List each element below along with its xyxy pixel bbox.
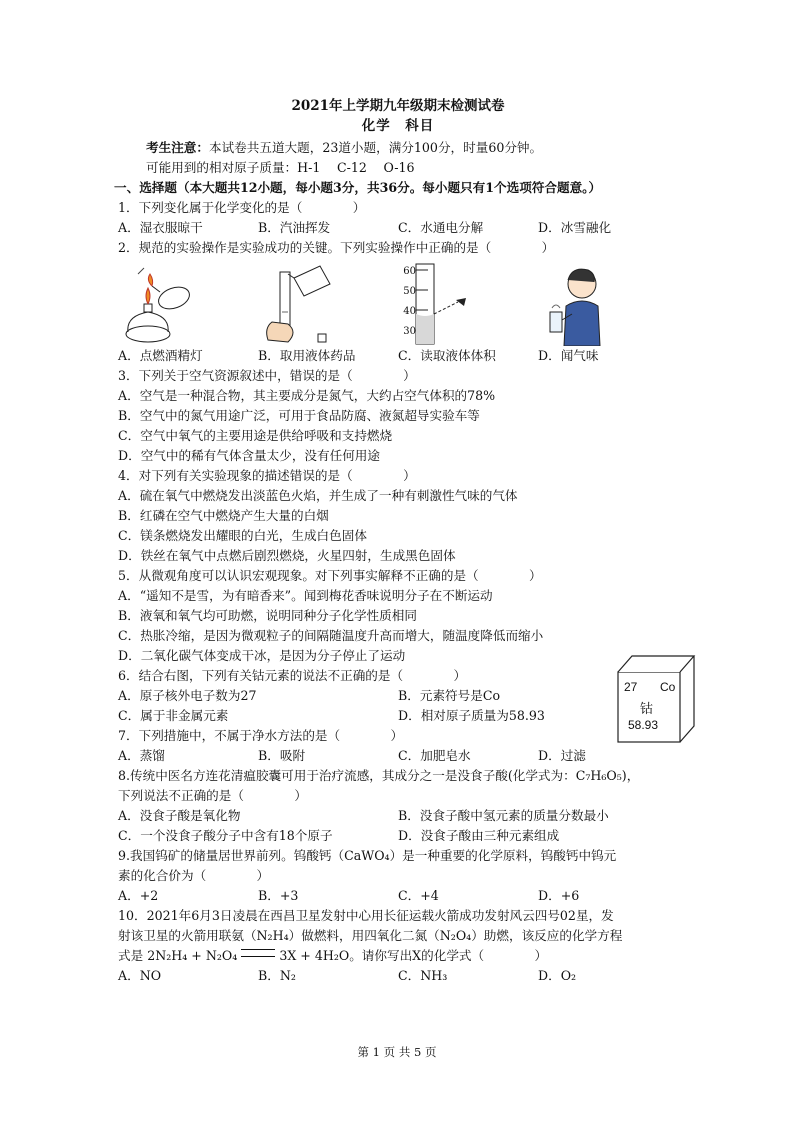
page-footer: 第 1 页 共 5 页 — [357, 1045, 437, 1059]
q8-option-a: A．没食子酸是氧化物 — [118, 808, 241, 823]
q8-option-b: B．没食子酸中氢元素的质量分数最小 — [398, 808, 609, 823]
q2-options — [118, 346, 678, 366]
exam-subject: 化学 科目 — [361, 118, 435, 134]
q9-options — [118, 886, 678, 906]
q4-option-d: D．铁丝在氧气中点燃后剧烈燃烧，火星四射，生成黑色固体 — [118, 548, 456, 563]
q8-option-c: C．一个没食子酸分子中含有18个原子 — [118, 828, 333, 843]
notice-label: 考生注意： — [146, 140, 209, 155]
equals-sign-icon — [241, 949, 275, 957]
q9-option-a: A．+2 — [118, 888, 159, 903]
q4-option-b: B．红磷在空气中燃烧产生大量的白烟 — [118, 508, 329, 523]
exam-page — [114, 96, 678, 986]
q1-options — [118, 218, 678, 238]
q8-options-row1 — [118, 806, 678, 826]
q7-stem: 7．下列措施中，不属于净水方法的是（ ） — [118, 728, 404, 743]
q5-option-c: C．热胀冷缩，是因为微观粒子的间隔随温度升高而增大，随温度降低而缩小 — [118, 628, 544, 643]
q10-stem-line3 — [118, 946, 678, 966]
q10-option-b: B．N₂ — [258, 968, 296, 983]
element-mass: 58.93 — [628, 718, 659, 732]
pour-liquid-illustration — [258, 262, 398, 346]
q1-stem: 1．下列变化属于化学变化的是（ ） — [118, 200, 366, 215]
q3-option-c: C．空气中氧气的主要用途是供给呼吸和支持燃烧 — [118, 428, 393, 443]
element-number: 27 — [624, 680, 638, 694]
q6-stem: 6．结合右图，下列有关钴元素的说法不正确的是（ ） — [118, 668, 467, 683]
q1-option-c: C．水通电分解 — [398, 220, 484, 235]
q9-option-d: D．+6 — [538, 888, 580, 903]
q7-options — [118, 746, 678, 766]
q8-stem-line2: 下列说法不正确的是（ ） — [118, 788, 307, 803]
q6-option-a: A．原子核外电子数为27 — [118, 688, 257, 703]
q6-options-row1 — [118, 686, 678, 706]
q5-option-a: A．“遥知不是雪，为有暗香来”。闻到梅花香味说明分子在不断运动 — [118, 588, 493, 603]
q5-option-b: B．液氧和氧气均可助燃，说明同种分子化学性质相同 — [118, 608, 417, 623]
q6-options-row2 — [118, 706, 678, 726]
q2-stem: 2．规范的实验操作是实验成功的关键。下列实验操作中正确的是（ ） — [118, 240, 555, 255]
q2-option-b: B．取用液体药品 — [258, 348, 356, 363]
notice-text: 本试卷共五道大题，23道小题，满分100分，时量60分钟。 — [208, 140, 543, 155]
smell-gas-illustration — [538, 262, 678, 346]
q10-option-d: D．O₂ — [538, 968, 577, 983]
q9-stem-line2: 素的化合价为（ ） — [118, 868, 270, 883]
q2-figures — [118, 262, 678, 346]
cobalt-element-card — [616, 652, 696, 744]
measuring-cylinder-illustration — [398, 262, 538, 346]
q10-equation-right: 3X + 4H₂O。请你写出X的化学式（ ） — [279, 948, 548, 963]
q6-option-b: B．元素符号是Co — [398, 688, 501, 703]
q6-option-c: C．属于非金属元素 — [118, 708, 229, 723]
q9-stem-line1: 9.我国钨矿的储量居世界前列。钨酸钙（CaWO₄）是一种重要的化学原料，钨酸钙中钨元 — [118, 848, 617, 863]
q2-option-c: C．读取液体体积 — [398, 348, 496, 363]
q8-options-row2 — [118, 826, 678, 846]
q3-stem: 3．下列关于空气资源叙述中，错误的是（ ） — [118, 368, 416, 383]
q10-stem-line2: 射该卫星的火箭用联氨（N₂H₄）做燃料，用四氧化二氮（N₂O₄）助燃，该反应的化学方程 — [118, 928, 623, 943]
q1-option-d: D．冰雪融化 — [538, 220, 612, 235]
q7-option-d: D．过滤 — [538, 748, 586, 763]
q1-option-b: B．汽油挥发 — [258, 220, 331, 235]
cylinder-tick-60: 60 — [403, 266, 416, 277]
q2-option-a: A．点燃酒精灯 — [118, 348, 203, 363]
q2-option-d: D．闻气味 — [538, 348, 599, 363]
q10-option-a: A．NO — [118, 968, 162, 983]
q8-stem-line1: 8.传统中医名方连花清瘟胶囊可用于治疗流感，其成分之一是没食子酸(化学式为：C₇H₆O₅)， — [118, 768, 640, 783]
q7-option-b: B．吸附 — [258, 748, 306, 763]
q10-option-c: C．NH₃ — [398, 968, 448, 983]
alcohol-lamp-illustration — [118, 262, 258, 346]
cylinder-tick-30: 30 — [403, 326, 416, 337]
q10-equation-left: 式是 2N₂H₄ + N₂O₄ — [118, 948, 238, 963]
q4-option-c: C．镁条燃烧发出耀眼的白光，生成白色固体 — [118, 528, 367, 543]
q4-stem: 4．对下列有关实验现象的描述错误的是（ ） — [118, 468, 416, 483]
q4-option-a: A．硫在氧气中燃烧发出淡蓝色火焰，并生成了一种有刺激性气味的气体 — [118, 488, 518, 503]
q3-option-b: B．空气中的氮气用途广泛，可用于食品防腐、液氮超导实验车等 — [118, 408, 480, 423]
q3-option-d: D．空气中的稀有气体含量太少，没有任何用途 — [118, 448, 380, 463]
section-1-heading: 一、选择题（本大题共12小题，每小题3分，共36分。每小题只有1个选项符合题意。） — [114, 180, 602, 195]
cylinder-tick-40: 40 — [403, 306, 416, 317]
q10-stem-line1: 10．2021年6月3日凌晨在西昌卫星发射中心用长征运载火箭成功发射风云四号02星，发 — [118, 908, 614, 923]
q5-stem: 5．从微观角度可以认识宏观现象。对下列事实解释不正确的是（ ） — [118, 568, 542, 583]
exam-notice — [118, 138, 678, 158]
atomic-masses: 可能用到的相对原子质量：H-1 C-12 O-16 — [146, 160, 415, 175]
q6-option-d: D．相对原子质量为58.93 — [398, 708, 545, 723]
q10-options — [118, 966, 678, 986]
element-symbol: Co — [660, 680, 676, 694]
q9-option-b: B．+3 — [258, 888, 299, 903]
q1-option-a: A．湿衣服晾干 — [118, 220, 203, 235]
exam-title: 2021年上学期九年级期末检测试卷 — [291, 98, 505, 114]
element-name: 钴 — [640, 702, 654, 717]
cylinder-tick-50: 50 — [403, 286, 416, 297]
q5-option-d: D．二氧化碳气体变成干冰，是因为分子停止了运动 — [118, 648, 406, 663]
q7-option-c: C．加肥皂水 — [398, 748, 471, 763]
q3-option-a: A．空气是一种混合物，其主要成分是氮气，大约占空气体积的78% — [118, 388, 496, 403]
q8-option-d: D．没食子酸由三种元素组成 — [398, 828, 560, 843]
q7-option-a: A．蒸馏 — [118, 748, 165, 763]
q9-option-c: C．+4 — [398, 888, 439, 903]
